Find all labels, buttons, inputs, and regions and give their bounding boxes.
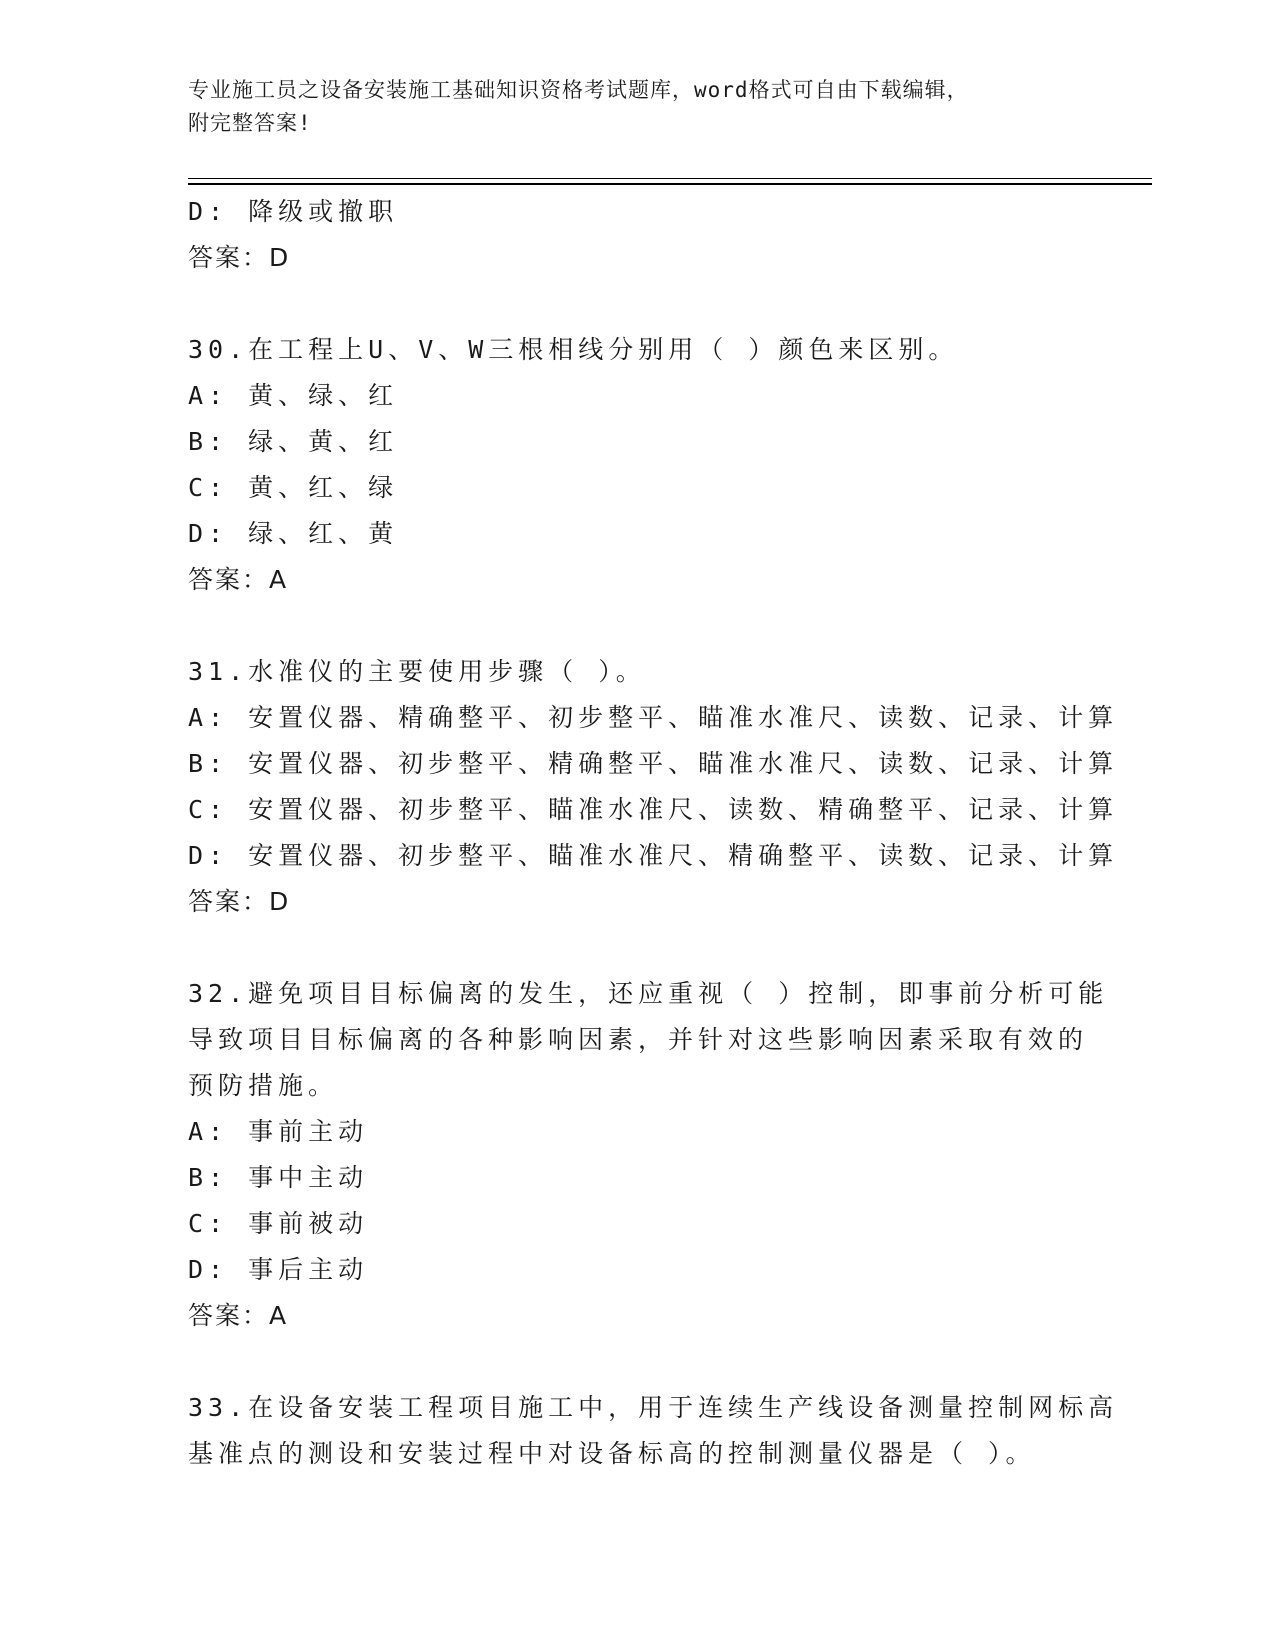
header-divider-thin bbox=[188, 178, 1152, 179]
answer: 答案：D bbox=[188, 887, 291, 916]
question-30 bbox=[188, 327, 1088, 603]
continued-answer: 答案：D bbox=[188, 243, 291, 272]
header-divider-thick bbox=[188, 183, 1152, 185]
document-header bbox=[188, 74, 1088, 140]
continued-option-d: D: 降级或撤职 bbox=[188, 197, 399, 226]
option-d: D: 安置仪器、初步整平、瞄准水准尺、精确整平、读数、记录、计算 bbox=[188, 841, 1119, 870]
question-stem-line-1: 33.在设备安装工程项目施工中，用于连续生产线设备测量控制网标高 bbox=[188, 1393, 1119, 1422]
option-c: C: 事前被动 bbox=[188, 1209, 369, 1238]
question-stem-line-3: 预防措施。 bbox=[188, 1071, 339, 1100]
question-stem-line-2: 基准点的测设和安装过程中对设备标高的控制测量仪器是（ ）。 bbox=[188, 1439, 1036, 1468]
question-stem: 31.水准仪的主要使用步骤（ ）。 bbox=[188, 657, 646, 686]
answer: 答案：A bbox=[188, 1301, 289, 1330]
option-b: B: 绿、黄、红 bbox=[188, 427, 399, 456]
option-d: D: 绿、红、黄 bbox=[188, 519, 399, 548]
option-c: C: 黄、红、绿 bbox=[188, 473, 399, 502]
header-line-2: 附完整答案! bbox=[188, 111, 312, 135]
question-31 bbox=[188, 649, 1119, 925]
answer: 答案：A bbox=[188, 565, 289, 594]
question-32 bbox=[188, 971, 1109, 1339]
header-line-1: 专业施工员之设备安装施工基础知识资格考试题库，word格式可自由下载编辑， bbox=[188, 78, 969, 102]
option-b: B: 事中主动 bbox=[188, 1163, 369, 1192]
question-33 bbox=[188, 1385, 1119, 1477]
option-a: A: 事前主动 bbox=[188, 1117, 369, 1146]
option-d: D: 事后主动 bbox=[188, 1255, 369, 1284]
option-b: B: 安置仪器、初步整平、精确整平、瞄准水准尺、读数、记录、计算 bbox=[188, 749, 1119, 778]
question-content bbox=[188, 189, 1119, 1477]
option-c: C: 安置仪器、初步整平、瞄准水准尺、读数、精确整平、记录、计算 bbox=[188, 795, 1119, 824]
question-stem-line-1: 32.避免项目目标偏离的发生，还应重视（ ）控制，即事前分析可能 bbox=[188, 979, 1109, 1008]
question-stem: 30.在工程上U、V、W三根相线分别用（ ）颜色来区别。 bbox=[188, 335, 959, 364]
option-a: A: 安置仪器、精确整平、初步整平、瞄准水准尺、读数、记录、计算 bbox=[188, 703, 1119, 732]
option-a: A: 黄、绿、红 bbox=[188, 381, 399, 410]
question-stem-line-2: 导致项目目标偏离的各种影响因素，并针对这些影响因素采取有效的 bbox=[188, 1025, 1089, 1054]
